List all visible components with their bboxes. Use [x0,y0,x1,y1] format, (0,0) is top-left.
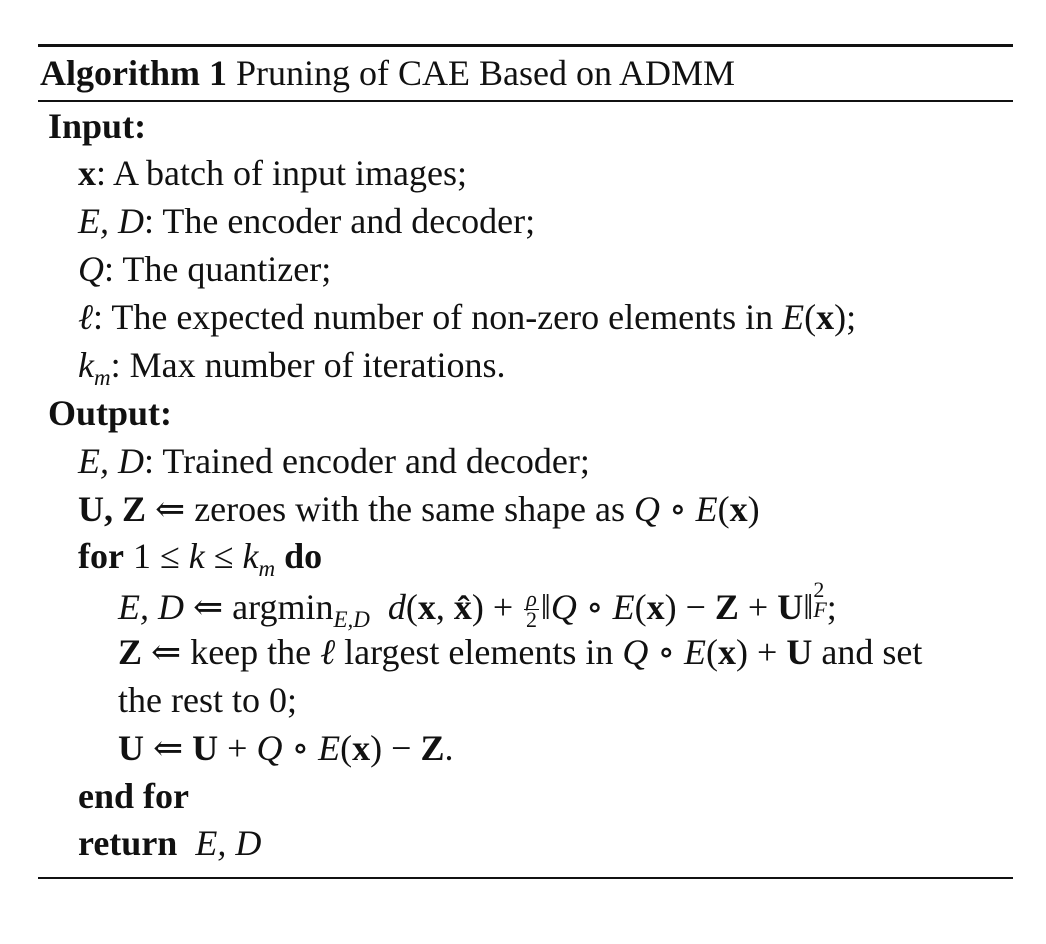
bottom-rule [38,877,1013,879]
init-line: U, Z ⇐ zeroes with the same shape as Q ∘ E(x) [78,489,760,529]
input-item-max-iterations: $k_m$: Max number of iterations. [78,345,506,390]
top-rule [38,44,1013,47]
output-heading: Output: [48,393,173,433]
algorithm-caption [40,50,735,96]
step-update-z: Z ⇐ keep the ℓ largest elements in Q ∘ E(x) + U and set [118,632,923,672]
input-item-x: x: A batch of input images; [78,153,467,193]
input-item-quantizer: Q: The quantizer; [78,249,332,289]
input-item-encoder-decoder: E, D: The encoder and decoder; [78,201,536,241]
return-line: return E, D [78,823,262,863]
algorithm-label: Algorithm 1 [40,53,227,93]
step-update-z-continued: the rest to 0; [118,680,297,720]
step-update-encoder-decoder: E, D ⇐ argmin$_{E,D}$ d(x, x̂) + $\frac{\rho}{2}$ ‖Q ∘ E(x) − Z + U‖ 2 F ; [118,577,837,632]
output-item-trained: E, D: Trained encoder and decoder; [78,441,590,481]
for-line: for $1 \le k \le k_m$ do [78,536,323,581]
end-for-line: end for [78,776,189,816]
input-heading: Input: [48,106,147,146]
input-item-ell: ℓ: The expected number of non-zero elements in E(x); [78,297,857,337]
rho-over-two-fraction: $\frac{\rho}{2}$ [526,586,538,632]
algorithm-title: Pruning of CAE Based on ADMM [235,53,735,93]
step-update-u: U ⇐ U + Q ∘ E(x) − Z. [118,728,454,768]
caption-rule [38,100,1013,102]
norm-scripts: 2 F [813,577,827,622]
